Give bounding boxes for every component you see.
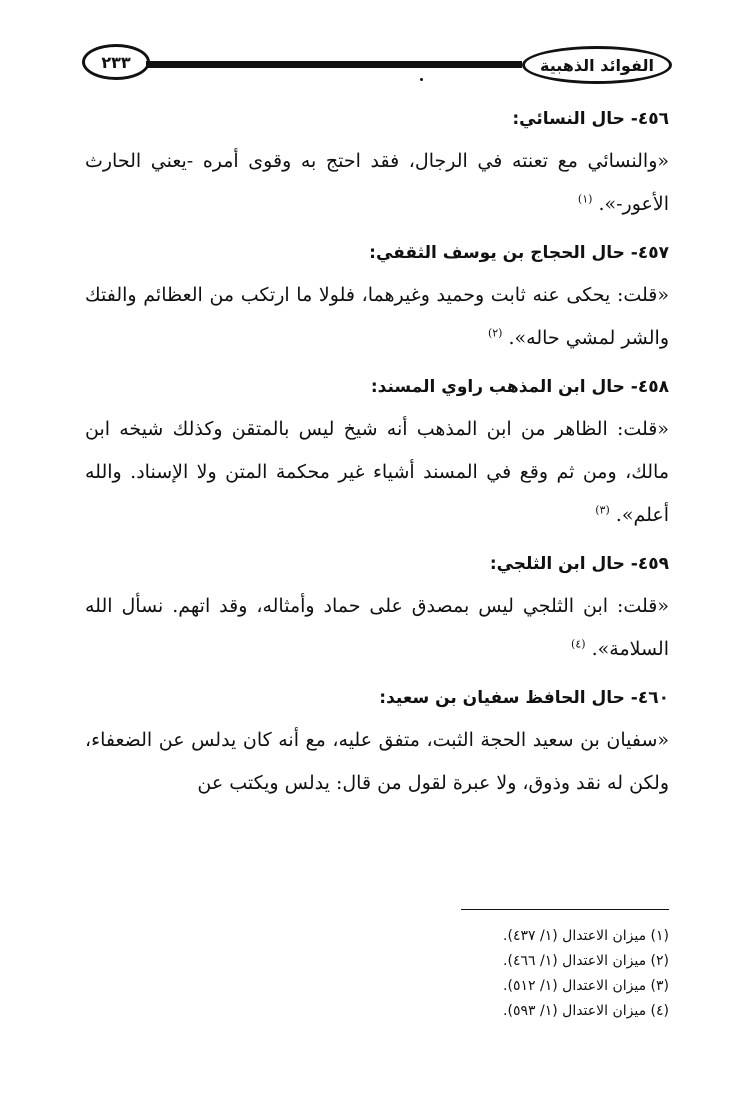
entry-body: «قلت: ابن الثلجي ليس بمصدق على حماد وأمثاله، وقد اتهم. نسأل الله السلامة». [85, 595, 669, 660]
entry-body: «قلت: يحكى عنه ثابت وحميد وغيرهما، فلولا ما ارتكب من العظائم والفتك والشر لمشي حاله». [85, 284, 669, 349]
footnote-separator [461, 909, 669, 910]
entry-body: «قلت: الظاهر من ابن المذهب أنه شيخ ليس بالمتقن وكذلك شيخه ابن مالك، ومن ثم وقع في المسند أشياء غير محكمة المتن ولا الإسناد. والله أعلم». [85, 418, 669, 526]
page-number: ٢٣٣ [82, 44, 150, 80]
entry-text [85, 140, 669, 226]
entry-heading: ٤٥٧- حال الحجاج بن يوسف الثقفي: [369, 243, 669, 263]
footnotes [85, 924, 669, 1024]
entry-text [85, 585, 669, 671]
footnote-ref: (٢) [487, 326, 503, 340]
entry-text [85, 408, 669, 537]
entry-459 [85, 547, 669, 671]
footnote-ref: (٤) [571, 637, 586, 651]
footnote-ref: (١) [577, 192, 593, 206]
entry-458 [85, 370, 669, 537]
entry-heading: ٤٥٩- حال ابن الثلجي: [489, 554, 669, 574]
entry-heading: ٤٥٨- حال ابن المذهب راوي المسند: [370, 377, 669, 397]
page-content [85, 102, 669, 815]
footnote: (١) ميزان الاعتدال (١/ ٤٣٧). [503, 928, 669, 944]
entry-heading: ٤٦٠- حال الحافظ سفيان بن سعيد: [379, 688, 669, 708]
entry-457 [85, 236, 669, 360]
footnote: (٣) ميزان الاعتدال (١/ ٥١٢). [503, 978, 669, 994]
header-rule [146, 61, 522, 68]
entry-body: «والنسائي مع تعنته في الرجال، فقد احتج به وقوى أمره -يعني الحارث الأعور-». [85, 150, 669, 215]
footnote: (٤) ميزان الاعتدال (١/ ٥٩٣). [503, 1003, 669, 1019]
entry-text [85, 719, 669, 805]
page-header [82, 44, 672, 98]
entry-body: «سفيان بن سعيد الحجة الثبت، متفق عليه، مع أنه كان يدلس عن الضعفاء، ولكن له نقد وذوق، ولا عبرة لقول من قال: يدلس ويكتب عن [85, 729, 669, 794]
entry-460 [85, 681, 669, 805]
footnote: (٢) ميزان الاعتدال (١/ ٤٦٦). [503, 953, 669, 969]
book-title: الفوائد الذهبية [522, 46, 672, 84]
entry-text [85, 274, 669, 360]
entry-456 [85, 102, 669, 226]
header-dot [420, 78, 423, 81]
entry-heading: ٤٥٦- حال النسائي: [512, 109, 669, 129]
footnote-ref: (٣) [595, 503, 610, 517]
